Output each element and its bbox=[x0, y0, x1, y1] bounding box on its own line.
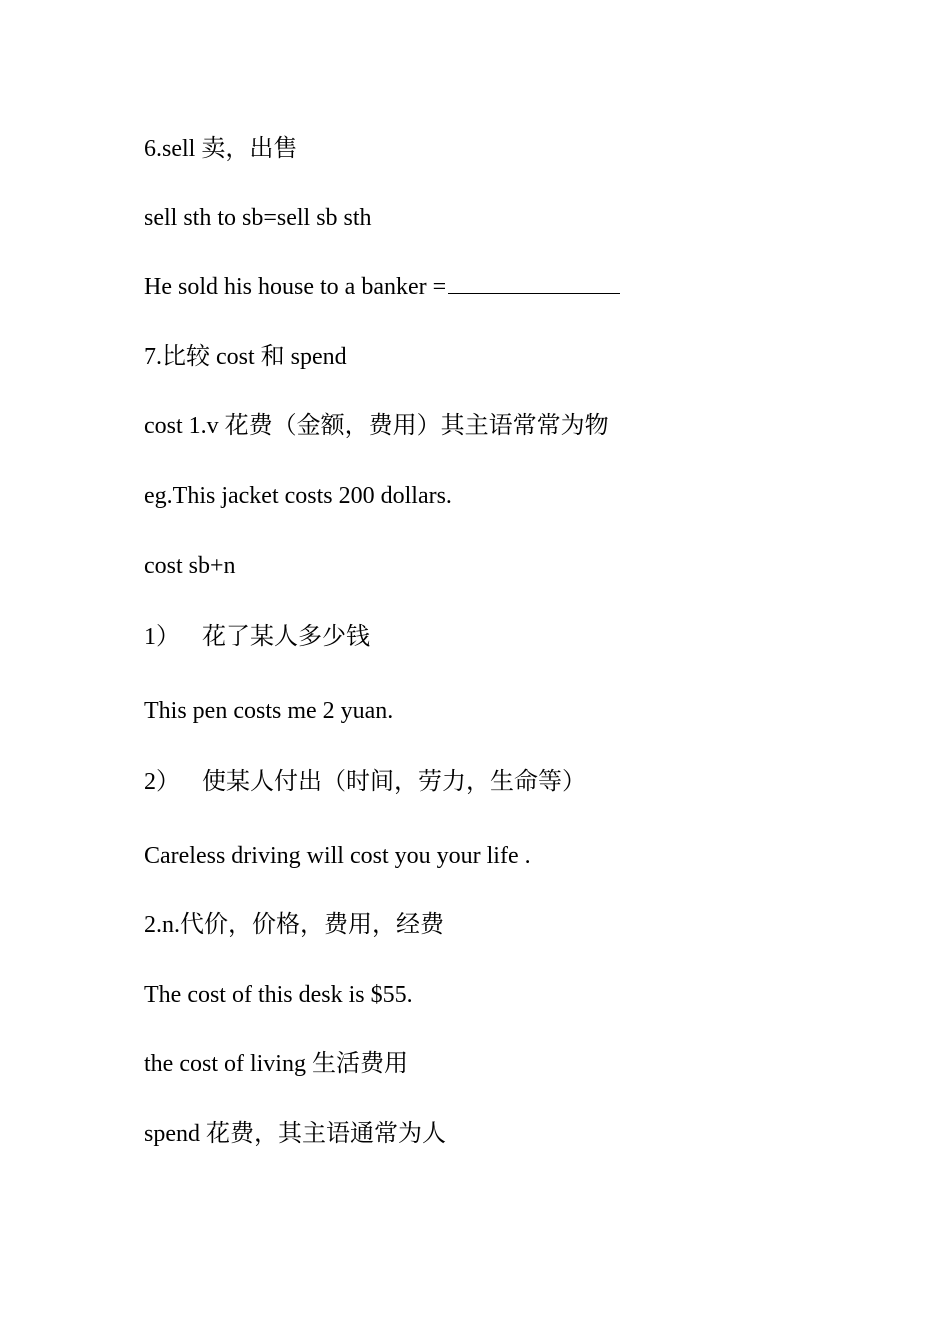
list-item-text: 花了某人多少钱 bbox=[202, 624, 370, 650]
list-item-1 bbox=[144, 622, 370, 652]
list-number: 2） bbox=[144, 769, 180, 795]
sell-pattern: sell sth to sb=sell sb sth bbox=[144, 205, 372, 231]
list-number: 1） bbox=[144, 624, 180, 650]
cost-example-3: Careless driving will cost you your life . bbox=[144, 843, 531, 869]
sell-exercise bbox=[144, 272, 620, 302]
cost-of-living: the cost of living 生活费用 bbox=[144, 1051, 408, 1077]
answer-blank bbox=[448, 273, 620, 294]
list-item-text: 使某人付出（时间，劳力，生命等） bbox=[202, 769, 586, 795]
cost-pattern: cost sb+n bbox=[144, 553, 236, 579]
cost-noun-example: The cost of this desk is $55. bbox=[144, 982, 413, 1008]
cost-definition: cost 1.v 花费（金额，费用）其主语常常为物 bbox=[144, 413, 609, 439]
heading-compare: 7.比较 cost 和 spend bbox=[144, 344, 347, 370]
cost-noun-definition: 2.n.代价，价格，费用，经费 bbox=[144, 912, 444, 938]
cost-example-2: This pen costs me 2 yuan. bbox=[144, 698, 394, 724]
list-item-2 bbox=[144, 767, 586, 797]
heading-sell: 6.sell 卖，出售 bbox=[144, 136, 298, 162]
spend-definition: spend 花费，其主语通常为人 bbox=[144, 1121, 446, 1147]
cost-example: eg.This jacket costs 200 dollars. bbox=[144, 483, 452, 509]
sell-exercise-text: He sold his house to a banker = bbox=[144, 274, 447, 300]
